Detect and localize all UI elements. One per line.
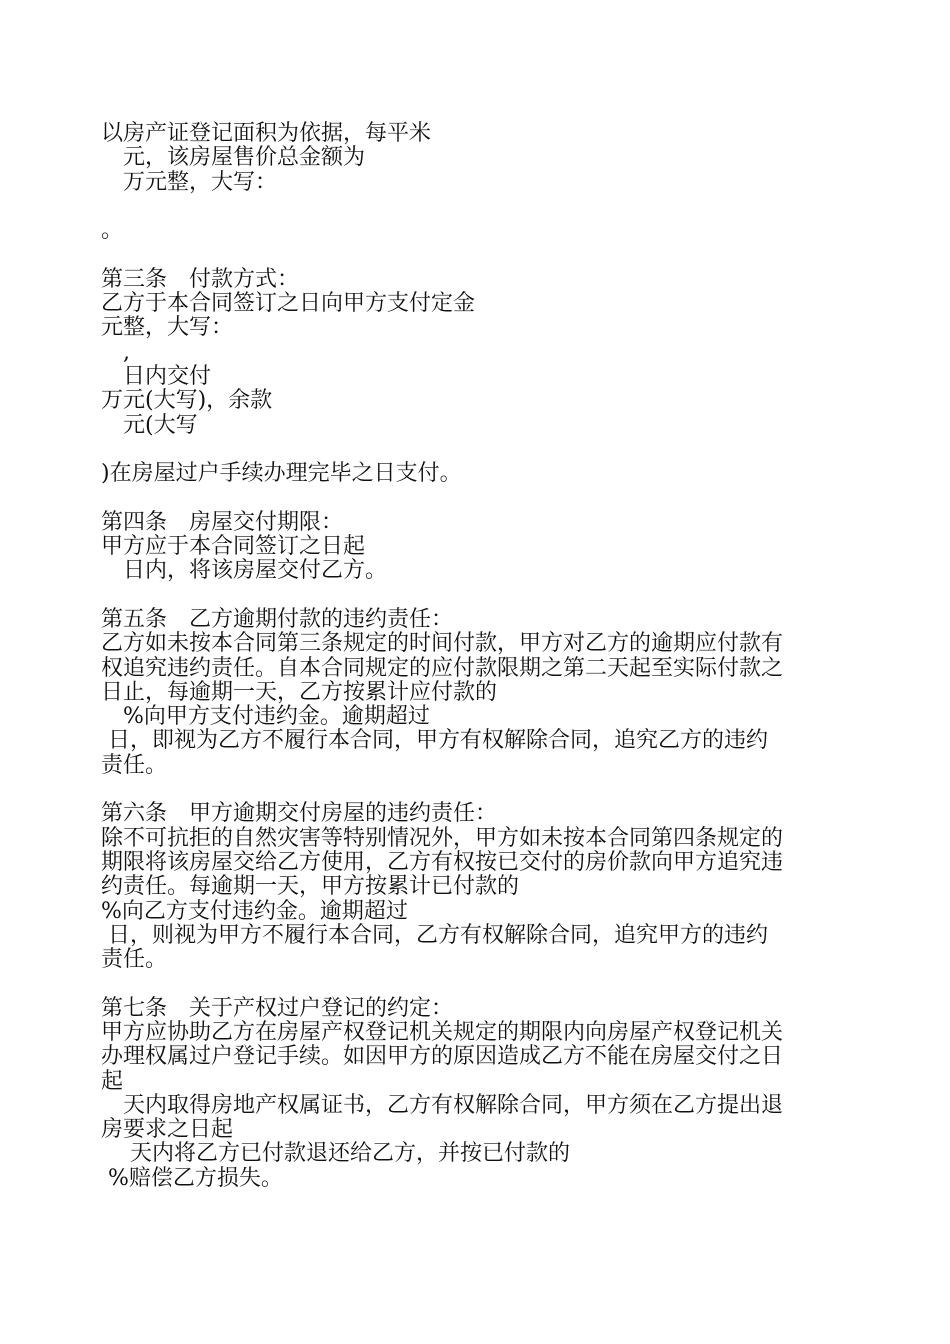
article-6-line: 责任。 — [101, 947, 168, 973]
article-6-line: %向乙方支付违约金。逾期超过 — [101, 898, 408, 924]
article-3-line: 万元(大写)，余款 — [101, 388, 273, 414]
article-3-end: )在房屋过户手续办理完毕之日支付。 — [101, 461, 462, 487]
article-6-line: 期限将该房屋交给乙方使用，乙方有权按已交付的房价款向甲方追究违 — [101, 849, 784, 875]
article-3-line: , — [101, 339, 130, 365]
article-5-line: 日，即视为乙方不履行本合同，甲方有权解除合同，追究乙方的违约 — [101, 728, 768, 754]
article-7-line: 起 — [101, 1068, 124, 1094]
article-3-line: 日内交付 — [101, 363, 212, 389]
article-6-line: 日，则视为甲方不履行本合同，乙方有权解除合同，追究甲方的违约 — [101, 922, 768, 948]
article-3-line: 乙方于本合同签订之日向甲方支付定金 — [101, 291, 476, 317]
article-7-line: %赔偿乙方损失。 — [101, 1165, 283, 1191]
article-5-heading: 第五条 乙方逾期付款的违约责任： — [101, 606, 454, 632]
article-6-line: 约责任。每逾期一天，甲方按累计已付款的 — [101, 874, 520, 900]
article-3-line: 元整，大写： — [101, 315, 234, 341]
intro-line: 以房产证登记面积为依据，每平米 — [101, 121, 432, 146]
blank-line — [101, 438, 861, 462]
blank-line — [101, 972, 861, 996]
article-7-line: 办理权属过户登记手续。如因甲方的原因造成乙方不能在房屋交付之日 — [101, 1044, 784, 1070]
blank-line — [101, 195, 861, 219]
article-5-line: 乙方如未按本合同第三条规定的时间付款，甲方对乙方的逾期应付款有 — [101, 631, 784, 657]
article-7-line: 甲方应协助乙方在房屋产权登记机关规定的期限内向房屋产权登记机关 — [101, 1019, 784, 1045]
contract-body — [101, 122, 861, 1191]
article-5-line: 权追究违约责任。自本合同规定的应付款限期之第二天起至实际付款之 — [101, 655, 784, 681]
article-4-heading: 第四条 房屋交付期限： — [101, 509, 344, 535]
article-7-line: 天内将乙方已付款退还给乙方，并按已付款的 — [101, 1141, 570, 1167]
intro-line: 万元整，大写： — [101, 169, 278, 195]
article-5-line: %向甲方支付违约金。逾期超过 — [101, 704, 430, 730]
article-3-line: 元(大写 — [101, 412, 198, 438]
article-7-heading: 第七条 关于产权过户登记的约定： — [101, 995, 454, 1021]
article-5-line: 日止，每逾期一天，乙方按累计应付款的 — [101, 679, 498, 705]
article-3-heading: 第三条 付款方式： — [101, 266, 300, 292]
blank-line — [101, 243, 861, 267]
article-4-line: 甲方应于本合同签订之日起 — [101, 534, 366, 560]
article-4-line: 日内，将该房屋交付乙方。 — [101, 558, 388, 584]
article-7-line: 天内取得房地产权属证书，乙方有权解除合同，甲方须在乙方提出退 — [101, 1092, 784, 1118]
article-5-line: 责任。 — [101, 752, 168, 778]
intro-line: 元，该房屋售价总金额为 — [101, 145, 366, 171]
article-6-heading: 第六条 甲方逾期交付房屋的违约责任： — [101, 801, 498, 827]
blank-line — [101, 778, 861, 802]
intro-end: 。 — [101, 218, 124, 244]
blank-line — [101, 486, 861, 510]
blank-line — [101, 584, 861, 608]
article-6-line: 除不可抗拒的自然灾害等特别情况外，甲方如未按本合同第四条规定的 — [101, 825, 784, 851]
article-7-line: 房要求之日起 — [101, 1117, 234, 1143]
